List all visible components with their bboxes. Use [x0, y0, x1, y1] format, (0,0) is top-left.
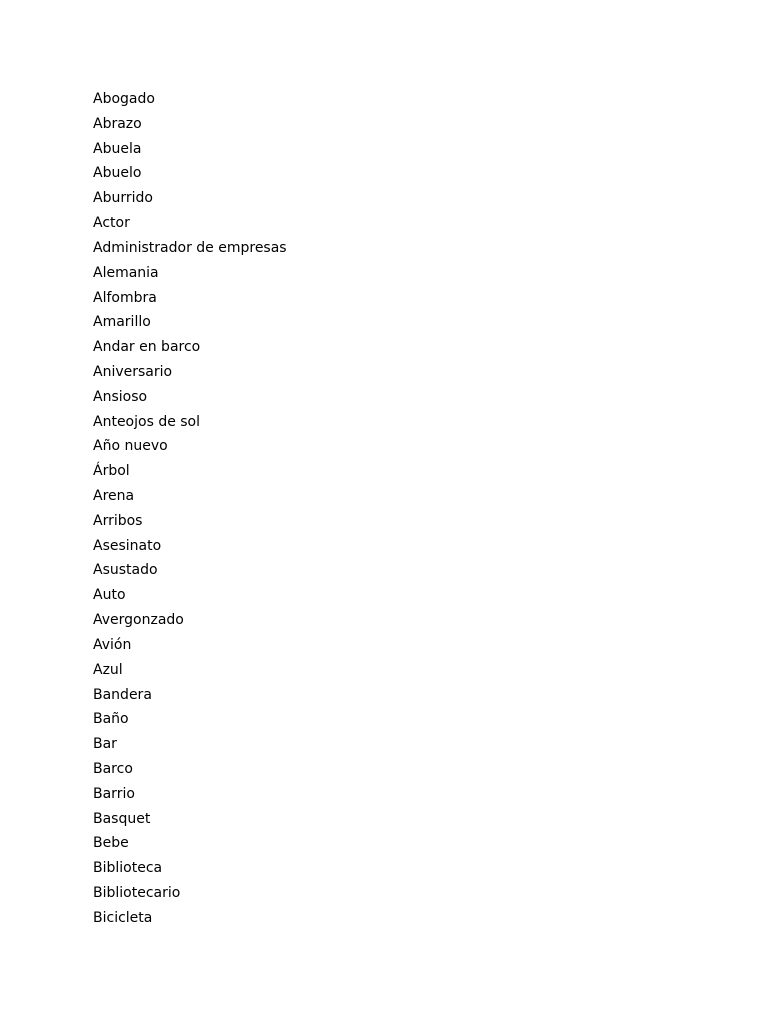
list-item: Biblioteca — [93, 860, 163, 877]
list-item: Auto — [93, 587, 126, 604]
list-item: Asustado — [93, 562, 158, 579]
list-item: Bibliotecario — [93, 885, 181, 901]
list-item: Arribos — [93, 512, 143, 529]
list-item: Abuelo — [93, 165, 142, 182]
list-item: Abogado — [93, 91, 155, 107]
list-item: Bar — [93, 736, 117, 753]
list-item: Baño — [93, 711, 129, 728]
list-item: Asesinato — [93, 537, 162, 554]
list-item: Azul — [93, 661, 123, 678]
list-item: Bandera — [93, 686, 152, 703]
word-list — [93, 87, 287, 931]
list-item: Actor — [93, 215, 130, 232]
list-item: Amarillo — [93, 314, 151, 331]
list-item: Abuela — [93, 140, 142, 157]
list-item: Bicicleta — [93, 909, 153, 926]
list-item: Alfombra — [93, 289, 157, 306]
list-item: Barrio — [93, 785, 135, 802]
list-item: Aniversario — [93, 363, 173, 380]
list-item: Abrazo — [93, 115, 142, 132]
list-item: Árbol — [93, 463, 130, 480]
list-item: Basquet — [93, 810, 151, 827]
list-item: Avergonzado — [93, 612, 184, 629]
list-item: Andar en barco — [93, 339, 201, 356]
list-item: Administrador de empresas — [93, 239, 287, 256]
list-item: Avión — [93, 636, 132, 653]
list-item: Anteojos de sol — [93, 413, 201, 430]
list-item: Aburrido — [93, 190, 153, 207]
list-item: Año nuevo — [93, 438, 168, 455]
list-item: Ansioso — [93, 388, 148, 405]
list-item: Bebe — [93, 835, 129, 852]
list-item: Arena — [93, 488, 135, 504]
list-item: Alemania — [93, 264, 159, 281]
list-item: Barco — [93, 760, 133, 777]
